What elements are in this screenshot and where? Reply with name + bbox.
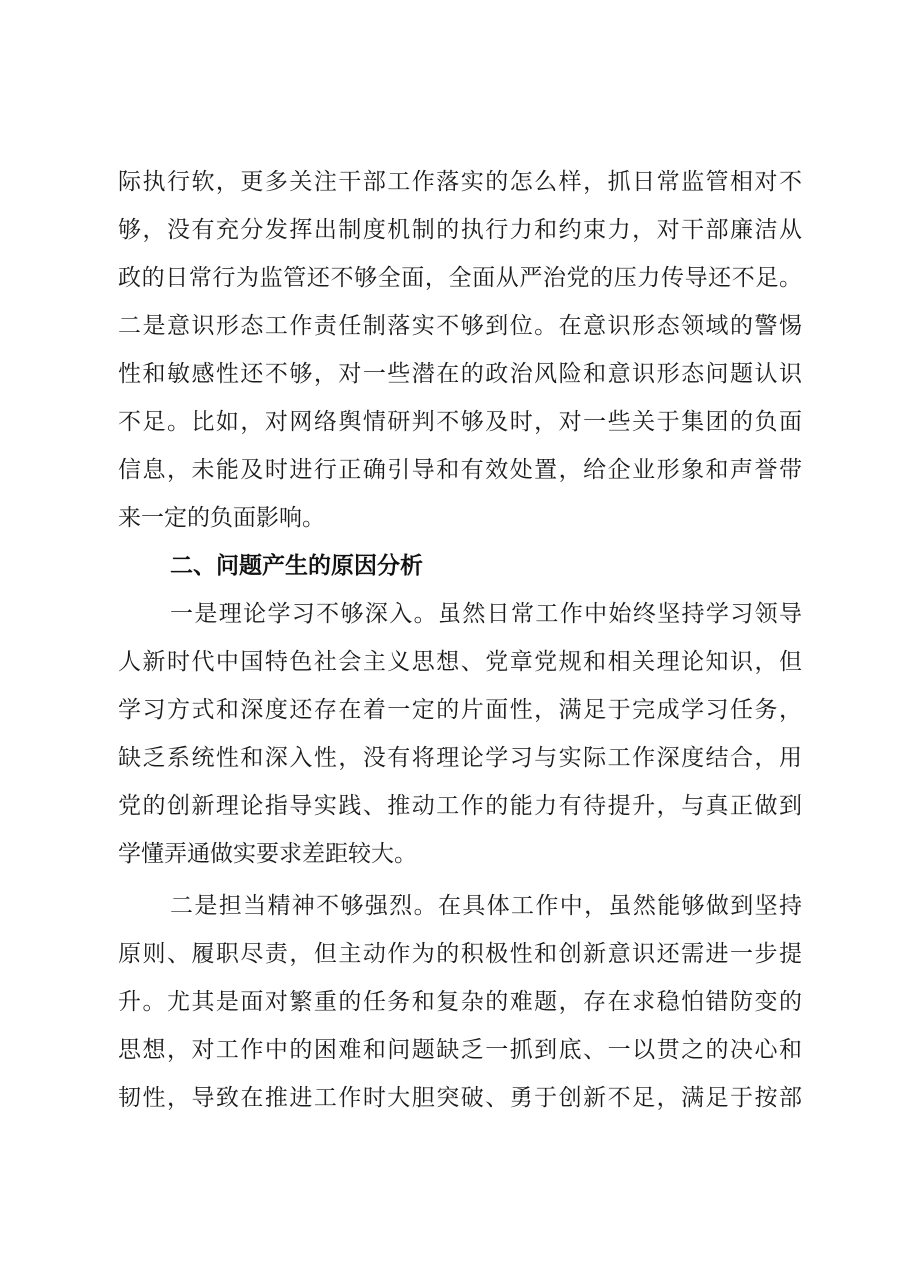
text-line: 二是担当精神不够强烈。在具体工作中，虽然能够做到坚持 xyxy=(170,893,802,919)
paragraph-1 xyxy=(118,158,802,542)
text-line: 升。尤其是面对繁重的任务和复杂的难题，存在求稳怕错防变的 xyxy=(118,989,802,1015)
text-line: 原则、履职尽责，但主动作为的积极性和创新意识还需进一步提 xyxy=(118,941,802,967)
paragraph-2 xyxy=(118,590,802,878)
text-line: 不足。比如，对网络舆情研判不够及时，对一些关于集团的负面 xyxy=(118,409,802,435)
text-line: 信息，未能及时进行正确引导和有效处置，给企业形象和声誉带 xyxy=(118,457,802,483)
text-line: 来一定的负面影响。 xyxy=(118,505,325,531)
text-line: 政的日常行为监管还不够全面，全面从严治党的压力传导还不足。 xyxy=(118,265,802,291)
text-line: 思想，对工作中的困难和问题缺乏一抓到底、一以贯之的决心和 xyxy=(118,1037,802,1063)
paragraph-3 xyxy=(118,882,802,1122)
text-line: 际执行软，更多关注干部工作落实的怎么样，抓日常监管相对不 xyxy=(118,169,802,195)
text-line: 性和敏感性还不够，对一些潜在的政治风险和意识形态问题认识 xyxy=(118,361,802,387)
text-line: 学懂弄通做实要求差距较大。 xyxy=(118,841,417,867)
text-line: 二是意识形态工作责任制落实不够到位。在意识形态领域的警惕 xyxy=(118,313,802,339)
text-line: 党的创新理论指导实践、推动工作的能力有待提升，与真正做到 xyxy=(118,793,802,819)
text-line: 够，没有充分发挥出制度机制的执行力和约束力，对干部廉洁从 xyxy=(118,217,802,243)
text-line: 缺乏系统性和深入性，没有将理论学习与实际工作深度结合，用 xyxy=(118,745,802,771)
text-line: 人新时代中国特色社会主义思想、党章党规和相关理论知识，但 xyxy=(118,649,802,675)
text-line: 一是理论学习不够深入。虽然日常工作中始终坚持学习领导 xyxy=(170,601,802,627)
text-line: 学习方式和深度还存在着一定的片面性，满足于完成学习任务， xyxy=(118,697,802,723)
section-heading: 二、问题产生的原因分析 xyxy=(170,553,423,579)
document-body xyxy=(118,158,802,1122)
text-line: 韧性，导致在推进工作时大胆突破、勇于创新不足，满足于按部 xyxy=(118,1085,802,1111)
